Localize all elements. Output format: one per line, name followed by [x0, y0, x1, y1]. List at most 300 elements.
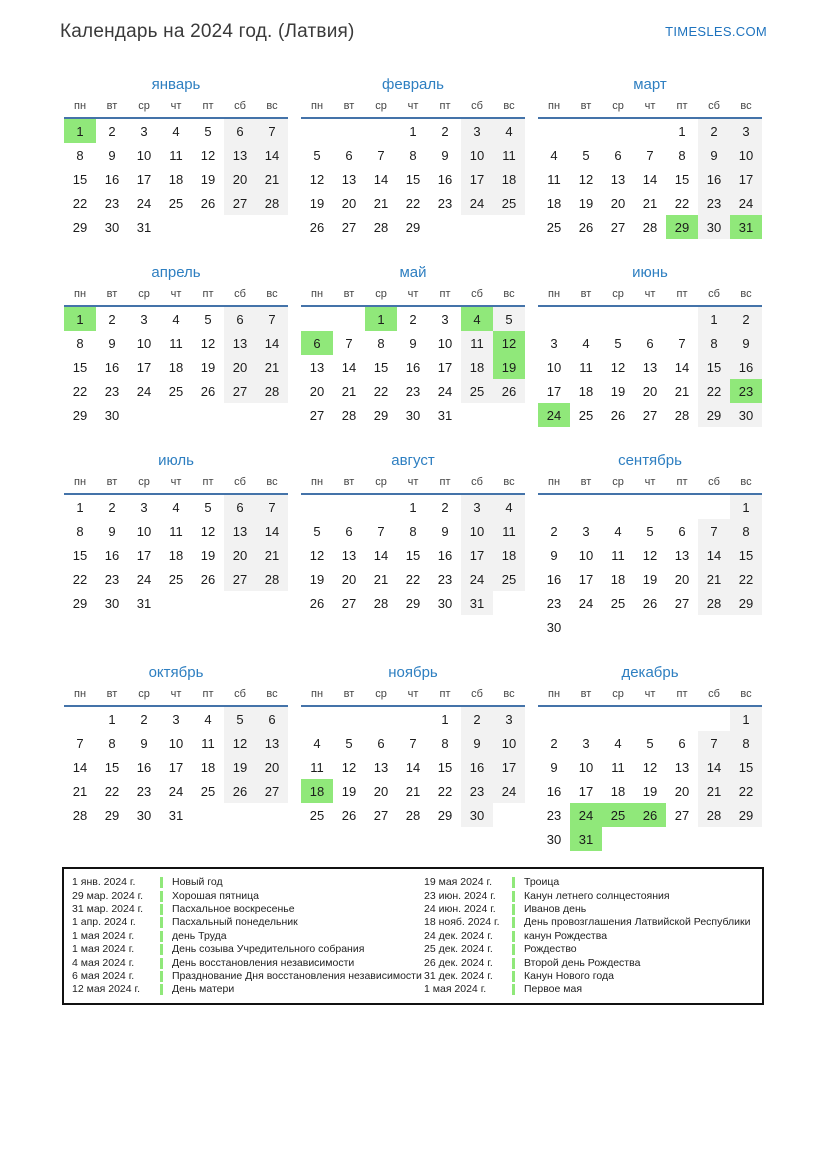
- day-cell: 8: [409, 147, 417, 163]
- empty-cell: [602, 707, 634, 731]
- months-grid: [64, 76, 762, 851]
- day-cell: 1: [64, 119, 96, 143]
- day-cell: 2: [730, 307, 762, 331]
- day-cell: 9: [550, 759, 558, 775]
- empty-cell: [602, 307, 634, 331]
- legend-item: [424, 890, 754, 903]
- day-cell: 26: [341, 807, 357, 823]
- weekday-label: чт: [170, 688, 182, 700]
- day-cell: 29: [104, 807, 120, 823]
- day-cell: 10: [461, 519, 493, 543]
- day-cell: 21: [642, 195, 658, 211]
- day-cell: 18: [493, 167, 525, 191]
- holiday-marker-icon: [160, 944, 163, 955]
- day-cell: 20: [373, 783, 389, 799]
- day-cell: 12: [642, 759, 658, 775]
- weekday-label: пн: [547, 688, 561, 700]
- weekday-label: вс: [740, 688, 752, 700]
- day-cell: 8: [441, 735, 449, 751]
- day-cell: 21: [373, 195, 389, 211]
- holiday-marker-icon: [512, 917, 515, 928]
- day-cell: 1: [730, 707, 762, 731]
- holiday-name: Иванов день: [524, 903, 587, 916]
- day-cell: 16: [437, 171, 453, 187]
- day-cell: 18: [168, 359, 184, 375]
- empty-cell: [224, 215, 256, 239]
- page-title: Календарь на 2024 год. (Латвия): [60, 21, 355, 42]
- holiday-date: 4 мая 2024 г.: [72, 956, 135, 969]
- day-cell: 10: [136, 147, 152, 163]
- weekday-label: ср: [612, 100, 624, 112]
- empty-cell: [602, 119, 634, 143]
- weekday-label: пт: [676, 288, 688, 300]
- empty-cell: [570, 495, 602, 519]
- day-cell: 15: [405, 547, 421, 563]
- day-cell: 27: [373, 807, 389, 823]
- day-cell: 12: [309, 547, 325, 563]
- weekday-label: чт: [644, 688, 656, 700]
- holiday-date: 31 мар. 2024 г.: [72, 903, 144, 916]
- day-cell: 7: [76, 735, 84, 751]
- weekday-label: пн: [73, 100, 87, 112]
- day-cell: 18: [493, 543, 525, 567]
- month-title: март: [633, 76, 667, 93]
- day-cell: 24: [538, 403, 570, 427]
- holiday-name: Троица: [524, 876, 560, 889]
- day-cell: 23: [104, 383, 120, 399]
- holiday-marker-icon: [160, 904, 163, 915]
- empty-cell: [666, 495, 698, 519]
- day-cell: 29: [730, 591, 762, 615]
- day-cell: 23: [698, 191, 730, 215]
- holiday-marker-icon: [160, 931, 163, 942]
- weekday-label: вт: [106, 288, 118, 300]
- day-cell: 10: [730, 143, 762, 167]
- weekday-label: чт: [644, 476, 656, 488]
- day-cell: 24: [730, 191, 762, 215]
- empty-cell: [730, 827, 762, 851]
- weekday-label: вс: [266, 688, 278, 700]
- holiday-marker-icon: [512, 984, 515, 995]
- month-block: [301, 76, 525, 239]
- month-title: февраль: [382, 76, 444, 93]
- empty-cell: [301, 707, 333, 731]
- weekday-label: сб: [234, 476, 246, 488]
- day-cell: 20: [224, 355, 256, 379]
- day-cell: 20: [674, 783, 690, 799]
- day-cell: 23: [546, 807, 562, 823]
- empty-cell: [160, 591, 192, 615]
- legend-item: [424, 970, 754, 983]
- weekday-label: пн: [310, 288, 324, 300]
- day-cell: 30: [104, 219, 120, 235]
- holiday-date: 26 дек. 2024 г.: [424, 956, 493, 969]
- weekday-label: пн: [310, 100, 324, 112]
- day-cell: 1: [365, 307, 397, 331]
- day-cell: 9: [108, 523, 116, 539]
- empty-cell: [666, 307, 698, 331]
- day-cell: 19: [200, 359, 216, 375]
- days-grid: [301, 307, 525, 427]
- holiday-name: Пасхальный понедельник: [172, 916, 298, 929]
- day-cell: 23: [546, 595, 562, 611]
- day-cell: 10: [437, 335, 453, 351]
- day-cell: 12: [224, 731, 256, 755]
- days-grid: [538, 307, 762, 427]
- empty-cell: [666, 827, 698, 851]
- day-cell: 20: [256, 755, 288, 779]
- weekday-label: чт: [407, 288, 419, 300]
- holiday-marker-icon: [512, 904, 515, 915]
- day-cell: 22: [72, 383, 88, 399]
- day-cell: 7: [377, 523, 385, 539]
- day-cell: 22: [698, 379, 730, 403]
- empty-cell: [538, 707, 570, 731]
- empty-cell: [224, 591, 256, 615]
- day-cell: 4: [172, 123, 180, 139]
- weekday-header: [64, 688, 288, 707]
- empty-cell: [602, 615, 634, 639]
- weekday-label: вт: [106, 100, 118, 112]
- day-cell: 28: [256, 567, 288, 591]
- day-cell: 19: [309, 571, 325, 587]
- day-cell: 29: [72, 595, 88, 611]
- day-cell: 1: [730, 495, 762, 519]
- day-cell: 2: [461, 707, 493, 731]
- days-grid: [301, 495, 525, 615]
- legend-item: [424, 876, 754, 889]
- day-cell: 11: [611, 759, 625, 775]
- day-cell: 27: [674, 807, 690, 823]
- day-cell: 28: [373, 219, 389, 235]
- day-cell: 9: [550, 547, 558, 563]
- day-cell: 15: [698, 355, 730, 379]
- day-cell: 27: [224, 191, 256, 215]
- day-cell: 15: [674, 171, 690, 187]
- day-cell: 5: [204, 123, 212, 139]
- day-cell: 23: [461, 779, 493, 803]
- day-cell: 9: [108, 335, 116, 351]
- day-cell: 28: [256, 191, 288, 215]
- day-cell: 27: [224, 379, 256, 403]
- legend-item: [72, 970, 424, 983]
- weekday-label: сб: [234, 688, 246, 700]
- day-cell: 24: [570, 803, 602, 827]
- legend-item: [424, 916, 754, 929]
- day-cell: 25: [461, 379, 493, 403]
- weekday-label: сб: [471, 100, 483, 112]
- empty-cell: [160, 403, 192, 427]
- day-cell: 11: [169, 523, 183, 539]
- empty-cell: [634, 495, 666, 519]
- empty-cell: [256, 803, 288, 827]
- day-cell: 28: [256, 379, 288, 403]
- empty-cell: [493, 215, 525, 239]
- day-cell: 25: [493, 191, 525, 215]
- month-title: июнь: [632, 264, 668, 281]
- empty-cell: [634, 615, 666, 639]
- legend-item: [72, 943, 424, 956]
- weekday-header: [301, 100, 525, 119]
- day-cell: 30: [405, 407, 421, 423]
- holiday-marker-icon: [512, 958, 515, 969]
- weekday-label: чт: [170, 100, 182, 112]
- day-cell: 5: [345, 735, 353, 751]
- weekday-label: чт: [407, 476, 419, 488]
- day-cell: 29: [437, 807, 453, 823]
- day-cell: 27: [309, 407, 325, 423]
- day-cell: 14: [72, 759, 88, 775]
- day-cell: 10: [168, 735, 184, 751]
- holiday-name: канун Рождества: [524, 929, 608, 942]
- day-cell: 3: [582, 523, 590, 539]
- weekday-header: [538, 688, 762, 707]
- month-title: август: [391, 452, 435, 469]
- empty-cell: [365, 495, 397, 519]
- weekday-label: ср: [375, 476, 387, 488]
- day-cell: 19: [578, 195, 594, 211]
- day-cell: 23: [104, 571, 120, 587]
- holiday-marker-icon: [160, 877, 163, 888]
- legend-item: [72, 903, 424, 916]
- day-cell: 31: [570, 827, 602, 851]
- day-cell: 16: [405, 359, 421, 375]
- day-cell: 4: [172, 311, 180, 327]
- day-cell: 3: [461, 495, 493, 519]
- day-cell: 26: [578, 219, 594, 235]
- day-cell: 6: [224, 307, 256, 331]
- days-grid: [64, 307, 288, 427]
- month-title: июль: [158, 452, 194, 469]
- day-cell: 17: [461, 543, 493, 567]
- weekday-label: пн: [310, 476, 324, 488]
- day-cell: 30: [698, 215, 730, 239]
- site-link[interactable]: TIMESLES.COM: [665, 24, 767, 39]
- month-block: [301, 664, 525, 827]
- day-cell: 1: [409, 499, 417, 515]
- day-cell: 21: [341, 383, 357, 399]
- month-title: сентябрь: [618, 452, 682, 469]
- day-cell: 5: [493, 307, 525, 331]
- weekday-label: пт: [439, 688, 451, 700]
- day-cell: 13: [674, 759, 690, 775]
- month-title: май: [399, 264, 427, 281]
- day-cell: 20: [610, 195, 626, 211]
- day-cell: 16: [104, 359, 120, 375]
- day-cell: 15: [72, 547, 88, 563]
- weekday-label: пт: [676, 476, 688, 488]
- day-cell: 21: [373, 571, 389, 587]
- day-cell: 10: [578, 759, 594, 775]
- day-cell: 15: [373, 359, 389, 375]
- weekday-label: пн: [310, 688, 324, 700]
- holiday-date: 25 дек. 2024 г.: [424, 943, 493, 956]
- day-cell: 3: [140, 499, 148, 515]
- day-cell: 21: [256, 355, 288, 379]
- day-cell: 3: [461, 119, 493, 143]
- day-cell: 25: [168, 383, 184, 399]
- day-cell: 14: [256, 519, 288, 543]
- day-cell: 5: [614, 335, 622, 351]
- day-cell: 13: [373, 759, 389, 775]
- day-cell: 31: [136, 219, 152, 235]
- day-cell: 4: [204, 711, 212, 727]
- day-cell: 19: [642, 783, 658, 799]
- weekday-label: сб: [234, 100, 246, 112]
- day-cell: 18: [200, 759, 216, 775]
- day-cell: 22: [674, 195, 690, 211]
- day-cell: 12: [200, 147, 216, 163]
- holiday-date: 6 мая 2024 г.: [72, 970, 135, 983]
- holiday-date: 1 мая 2024 г.: [424, 983, 487, 996]
- day-cell: 14: [373, 547, 389, 563]
- day-cell: 23: [437, 195, 453, 211]
- holiday-date: 1 янв. 2024 г.: [72, 876, 136, 889]
- holiday-date: 1 мая 2024 г.: [72, 943, 135, 956]
- day-cell: 26: [634, 803, 666, 827]
- day-cell: 10: [546, 359, 562, 375]
- day-cell: 7: [409, 735, 417, 751]
- day-cell: 16: [546, 783, 562, 799]
- holiday-marker-icon: [160, 891, 163, 902]
- page-header: [0, 0, 827, 43]
- day-cell: 13: [224, 519, 256, 543]
- day-cell: 20: [224, 543, 256, 567]
- day-cell: 13: [341, 171, 357, 187]
- weekday-label: вс: [740, 476, 752, 488]
- day-cell: 27: [256, 779, 288, 803]
- weekday-label: пн: [547, 288, 561, 300]
- legend-item: [424, 983, 754, 996]
- day-cell: 12: [610, 359, 626, 375]
- weekday-label: пт: [676, 100, 688, 112]
- day-cell: 27: [642, 407, 658, 423]
- day-cell: 4: [614, 523, 622, 539]
- day-cell: 20: [341, 195, 357, 211]
- day-cell: 14: [405, 759, 421, 775]
- day-cell: 9: [698, 143, 730, 167]
- empty-cell: [301, 119, 333, 143]
- day-cell: 16: [136, 759, 152, 775]
- day-cell: 2: [108, 499, 116, 515]
- day-cell: 13: [224, 331, 256, 355]
- day-cell: 25: [200, 783, 216, 799]
- day-cell: 23: [730, 379, 762, 403]
- weekday-label: сб: [708, 288, 720, 300]
- day-cell: 3: [493, 707, 525, 731]
- day-cell: 16: [546, 571, 562, 587]
- holiday-marker-icon: [160, 917, 163, 928]
- day-cell: 20: [224, 167, 256, 191]
- weekday-label: пт: [202, 476, 214, 488]
- day-cell: 4: [493, 119, 525, 143]
- weekday-label: пн: [73, 688, 87, 700]
- weekday-label: пн: [73, 288, 87, 300]
- day-cell: 3: [172, 711, 180, 727]
- month-title: апрель: [151, 264, 201, 281]
- weekday-label: вс: [266, 288, 278, 300]
- weekday-label: ср: [375, 100, 387, 112]
- holiday-date: 31 дек. 2024 г.: [424, 970, 493, 983]
- day-cell: 16: [461, 755, 493, 779]
- day-cell: 31: [136, 595, 152, 611]
- day-cell: 11: [493, 143, 525, 167]
- holiday-marker-icon: [160, 958, 163, 969]
- weekday-label: вс: [266, 476, 278, 488]
- day-cell: 19: [493, 355, 525, 379]
- day-cell: 9: [730, 331, 762, 355]
- day-cell: 6: [678, 523, 686, 539]
- empty-cell: [570, 707, 602, 731]
- day-cell: 8: [76, 147, 84, 163]
- empty-cell: [224, 803, 256, 827]
- day-cell: 25: [168, 571, 184, 587]
- empty-cell: [493, 591, 525, 615]
- day-cell: 30: [104, 595, 120, 611]
- month-block: [64, 76, 288, 239]
- day-cell: 6: [646, 335, 654, 351]
- day-cell: 30: [136, 807, 152, 823]
- day-cell: 18: [168, 171, 184, 187]
- weekday-label: сб: [471, 476, 483, 488]
- day-cell: 24: [136, 195, 152, 211]
- day-cell: 4: [614, 735, 622, 751]
- weekday-label: вт: [580, 476, 592, 488]
- legend-item: [72, 983, 424, 996]
- legend-column-right: [424, 876, 754, 997]
- day-cell: 3: [550, 335, 558, 351]
- day-cell: 7: [646, 147, 654, 163]
- day-cell: 23: [104, 195, 120, 211]
- day-cell: 22: [373, 383, 389, 399]
- month-title: декабрь: [621, 664, 679, 681]
- empty-cell: [365, 119, 397, 143]
- day-cell: 5: [204, 311, 212, 327]
- day-cell: 25: [309, 807, 325, 823]
- day-cell: 6: [301, 331, 333, 355]
- day-cell: 29: [72, 219, 88, 235]
- day-cell: 24: [493, 779, 525, 803]
- weekday-label: вт: [580, 100, 592, 112]
- day-cell: 10: [493, 731, 525, 755]
- empty-cell: [160, 215, 192, 239]
- day-cell: 12: [200, 523, 216, 539]
- empty-cell: [538, 307, 570, 331]
- day-cell: 25: [168, 195, 184, 211]
- empty-cell: [64, 707, 96, 731]
- day-cell: 3: [730, 119, 762, 143]
- weekday-header: [538, 100, 762, 119]
- empty-cell: [538, 119, 570, 143]
- weekday-label: вс: [503, 100, 515, 112]
- day-cell: 8: [730, 731, 762, 755]
- day-cell: 13: [309, 359, 325, 375]
- holiday-date: 1 мая 2024 г.: [72, 929, 135, 942]
- holiday-date: 24 дек. 2024 г.: [424, 929, 493, 942]
- empty-cell: [570, 615, 602, 639]
- holiday-marker-icon: [160, 971, 163, 982]
- day-cell: 28: [373, 595, 389, 611]
- day-cell: 29: [666, 215, 698, 239]
- empty-cell: [602, 495, 634, 519]
- day-cell: 10: [578, 547, 594, 563]
- day-cell: 29: [405, 219, 421, 235]
- day-cell: 9: [409, 335, 417, 351]
- month-title: январь: [151, 76, 201, 93]
- holiday-date: 19 мая 2024 г.: [424, 876, 492, 889]
- empty-cell: [397, 707, 429, 731]
- empty-cell: [365, 707, 397, 731]
